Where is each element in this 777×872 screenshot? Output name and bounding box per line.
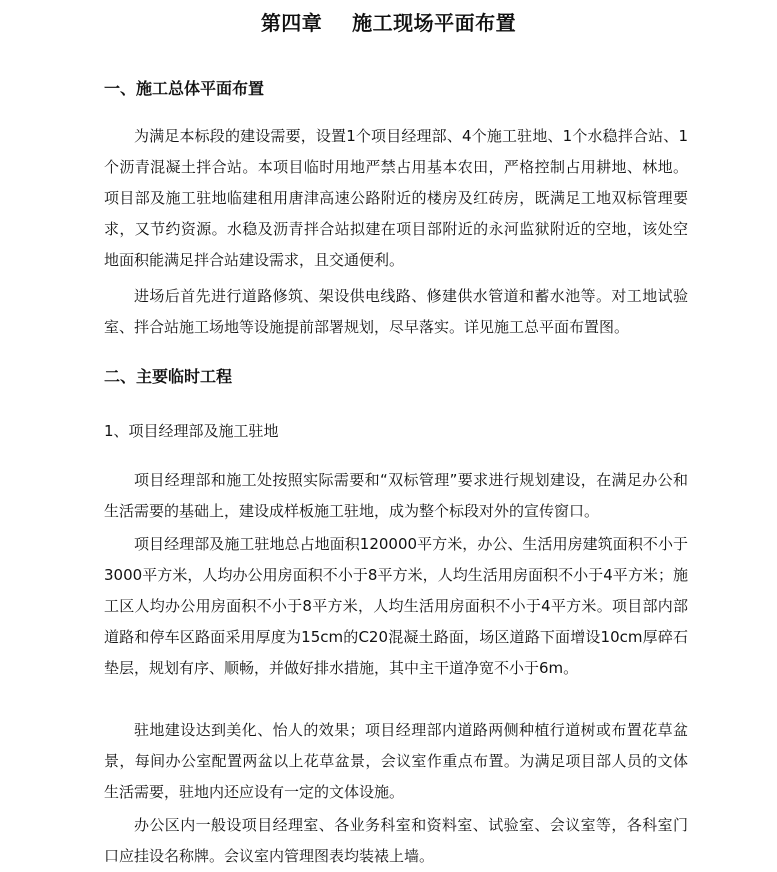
section-heading-2: 二、主要临时工程 — [104, 367, 233, 386]
paragraph: 办公区内一般设项目经理室、各业务科室和资料室、试验室、会议室等，各科室门口应挂设名称牌。会议室内管理图表均装裱上墙。 — [104, 816, 688, 865]
chapter-title: 第四章 施工现场平面布置 — [260, 11, 517, 35]
paragraph: 项目经理部及施工驻地总占地面积120000平方米，办公、生活用房建筑面积不小于3000平方米，人均办公用房面积不小于8平方米，人均生活用房面积不小于4平方米；施工区人均办公用房面积不小于8平方米，人均生活用房面积不小于4平方米。项目部内部道路和停车区路面采用厚度为15cm的C20混凝土路面，场区道路下面增设10cm厚碎石垫层，规划有序、顺畅，并做好排水措施，其中主干道净宽不小于6m。 — [104, 535, 688, 677]
paragraph: 进场后首先进行道路修筑、架设供电线路、修建供水管道和蓄水池等。对工地试验室、拌合站施工场地等设施提前部署规划，尽早落实。详见施工总平面布置图。 — [104, 287, 688, 336]
paragraph: 驻地建设达到美化、怡人的效果；项目经理部内道路两侧种植行道树或布置花草盆景，每间办公室配置两盆以上花草盆景，会议室作重点布置。为满足项目部人员的文体生活需要，驻地内还应设有一定的文体设施。 — [104, 721, 688, 801]
paragraph: 项目经理部和施工处按照实际需要和“双标管理”要求进行规划建设，在满足办公和生活需要的基础上，建设成样板施工驻地，成为整个标段对外的宣传窗口。 — [104, 471, 688, 520]
subsection-heading: 1、项目经理部及施工驻地 — [104, 422, 279, 440]
paragraph: 为满足本标段的建设需要，设置1个项目经理部、4个施工驻地、1个水稳拌合站、1个沥青混凝土拌合站。本项目临时用地严禁占用基本农田，严格控制占用耕地、林地。项目部及施工驻地临建租用唐津高速公路附近的楼房及红砖房，既满足工地双标管理要求，又节约资源。水稳及沥青拌合站拟建在项目部附近的永河监狱附近的空地，该处空地面积能满足拌合站建设需求，且交通便利。 — [104, 127, 688, 269]
section-heading-1: 一、施工总体平面布置 — [104, 79, 265, 98]
